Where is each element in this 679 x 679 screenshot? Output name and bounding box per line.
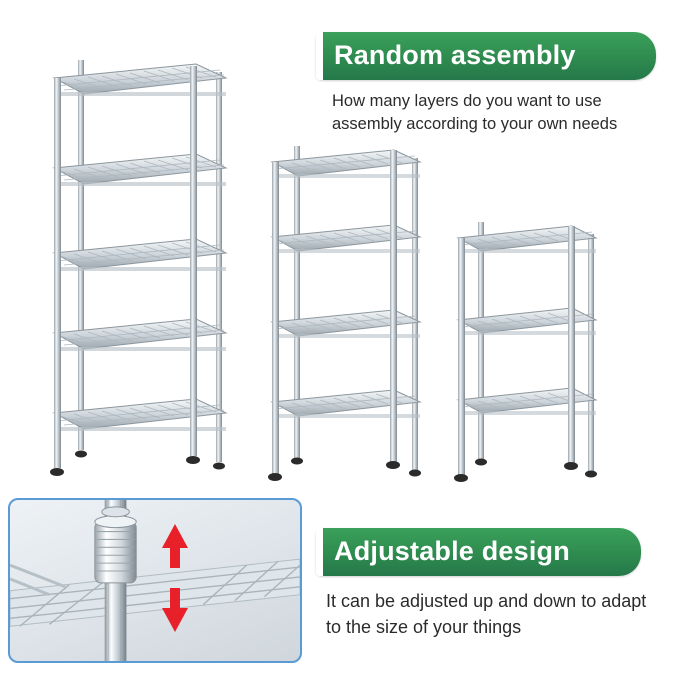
caption-adjustable-design: It can be adjusted up and down to adapt to the size of your things [326,591,647,637]
shelf-unit-5-tier [30,42,250,482]
adjustable-collar-closeup [8,498,302,663]
shelf-unit-4-tier [252,132,442,482]
banner-bottom-title: Adjustable design [334,535,570,566]
shelf-unit-3-tier [440,210,616,482]
caption-random-assembly: How many layers do you want to use assembly according to your own needs [332,92,618,133]
banner-top-title: Random assembly [334,39,576,70]
closeup-wire-shelf-illustration [10,500,300,663]
banner-adjustable-design [316,528,641,576]
banner-random-assembly [316,32,656,80]
up-down-arrow-icon [162,524,188,632]
